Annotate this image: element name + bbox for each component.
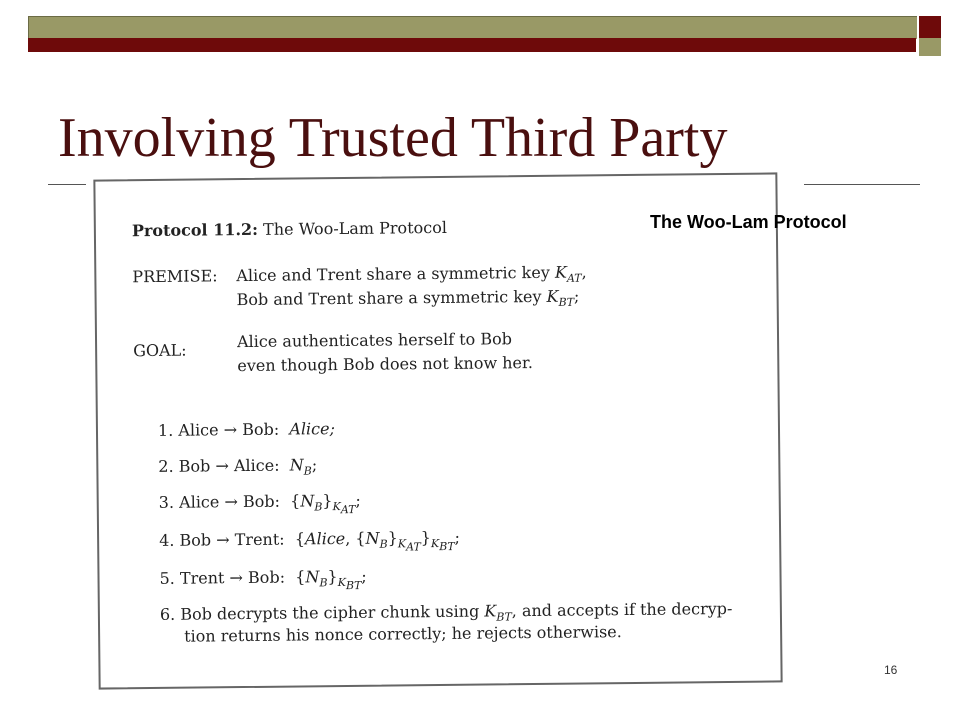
step-4: 4. Bob → Trent: {Alice, $\{N_B\}_{K_{AT}}\}_{K_{BT}}$;: [159, 527, 461, 554]
goal-line-2: even though Bob does not know her.: [237, 353, 534, 376]
scanned-protocol-page: [93, 172, 782, 689]
protocol-heading: [132, 218, 447, 240]
step-6-line-1: 6. Bob decrypts the cipher chunk using $K_{BT}$, and accepts if the decryp-: [159, 598, 733, 624]
premise-line-1-text: Alice and Trent share a symmetric key: [236, 262, 556, 286]
key-bt-sub: BT: [558, 295, 575, 309]
premise-line-2: Bob and Trent share a symmetric key $K_{BT}$;: [236, 286, 580, 310]
protocol-name: The Woo-Lam Protocol: [263, 217, 448, 239]
step-2: 2. Bob → Alice: $N_B$;: [158, 455, 318, 478]
premise-line-2-text: Bob and Trent share a symmetric key: [236, 286, 547, 310]
protocol-document: [95, 174, 780, 687]
protocol-caption: The Woo-Lam Protocol: [650, 212, 847, 232]
premise-label: PREMISE:: [132, 266, 218, 287]
step-1: 1. Alice → Bob: Alice;: [157, 419, 336, 440]
header-corner-square: [919, 16, 941, 38]
goal-label: GOAL:: [133, 340, 187, 361]
protocol-number: Protocol 11.2:: [131, 219, 259, 241]
slide-title: Involving Trusted Third Party: [58, 107, 728, 169]
premise-line-1: Alice and Trent share a symmetric key $K_{AT}$,: [236, 262, 587, 286]
header-bar-maroon: [28, 38, 916, 52]
header-bar-olive: [28, 16, 917, 39]
key-at: K: [554, 262, 567, 282]
header-bars: [28, 16, 916, 56]
step-5: 5. Trent → Bob: $\{N_B\}_{K_{BT}}$;: [159, 566, 367, 593]
step-6-line-2: tion returns his nonce correctly; he rejects otherwise.: [184, 622, 622, 646]
key-bt: K: [546, 286, 559, 306]
page-number: 16: [884, 663, 898, 677]
step-3: 3. Alice → Bob: $\{N_B\}_{K_{AT}}$;: [158, 490, 361, 517]
title-rule-left: [48, 184, 86, 185]
goal-line-1: Alice authenticates herself to Bob: [236, 329, 513, 352]
header-corner-square-lower: [919, 38, 941, 56]
title-rule-right: [804, 184, 920, 185]
key-at-sub: AT: [566, 271, 582, 285]
